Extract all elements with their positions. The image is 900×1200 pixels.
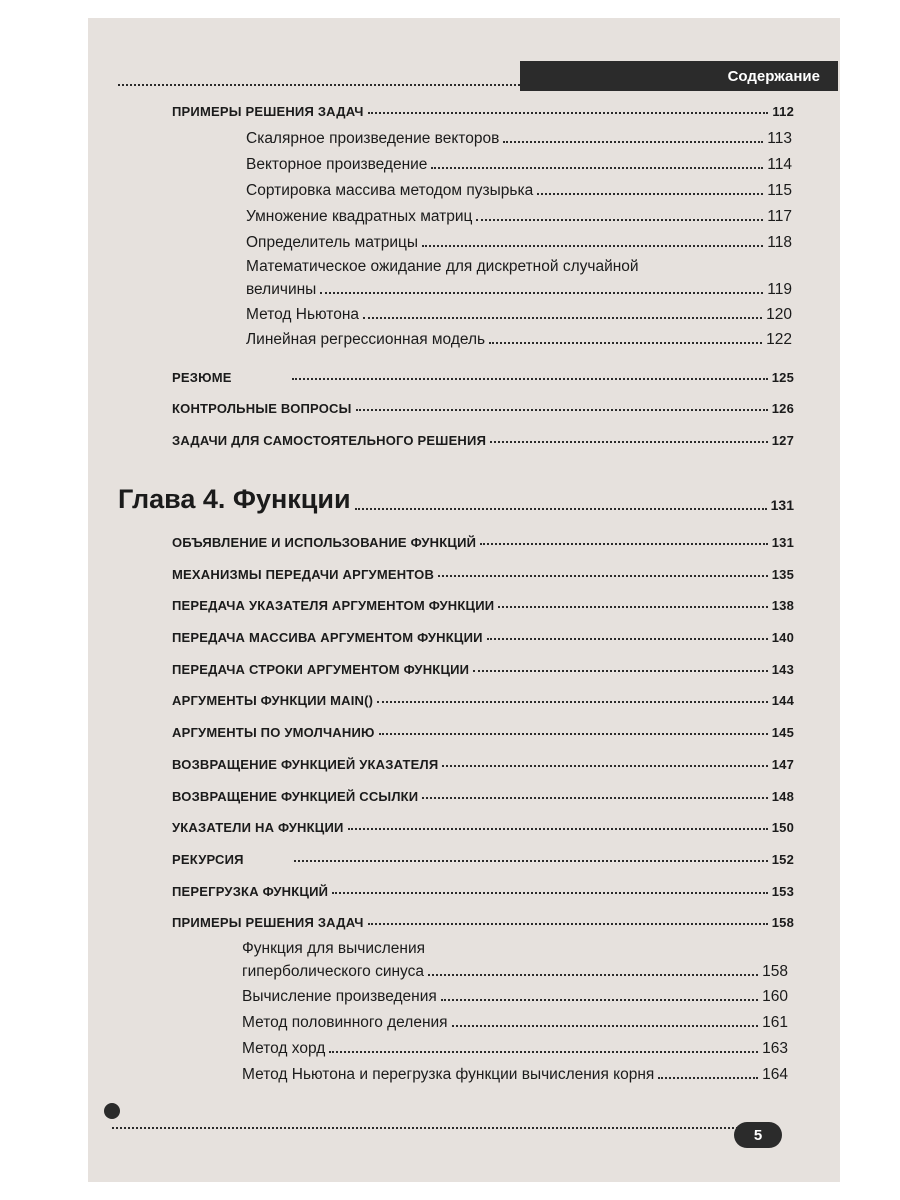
header-dotted-rule [118, 84, 520, 86]
toc-chapter-4: Глава 4. Функции 131 [118, 484, 794, 514]
toc-entry-examples-1: ПРИМЕРЫ РЕШЕНИЯ ЗАДАЧ 112 [172, 104, 794, 119]
footer-dotted-rule [112, 1127, 738, 1129]
toc-entry: ВОЗВРАЩЕНИЕ ФУНКЦИЕЙ ССЫЛКИ 148 [172, 789, 794, 804]
toc-subentry-expectation-line1: Математическое ожидание для дискретной случайной [246, 258, 639, 275]
running-header-title: Содержание [727, 67, 820, 85]
footer-bullet-icon [104, 1103, 120, 1119]
toc-subentry: Линейная регрессионная модель 122 [246, 331, 792, 348]
toc-subentry-expectation: величины 119 [246, 281, 792, 298]
toc-entry-examples-2: ПРИМЕРЫ РЕШЕНИЯ ЗАДАЧ 158 [172, 915, 794, 930]
toc-entry: АРГУМЕНТЫ ФУНКЦИИ MAIN() 144 [172, 693, 794, 708]
toc-entry: ПЕРЕГРУЗКА ФУНКЦИЙ 153 [172, 884, 794, 899]
toc-entry: ПЕРЕДАЧА УКАЗАТЕЛЯ АРГУМЕНТОМ ФУНКЦИИ 138 [172, 598, 794, 613]
toc-subentry: Определитель матрицы 118 [246, 234, 792, 251]
toc-subentry-hyper-line1: Функция для вычисления [242, 940, 426, 957]
toc-subentry: Векторное произведение 114 [246, 156, 792, 173]
toc-subentry: Вычисление произведения 160 [242, 988, 788, 1005]
running-header [520, 61, 838, 91]
toc-subentry: Метод хорд 163 [242, 1040, 788, 1057]
toc-entry-exercises: ЗАДАЧИ ДЛЯ САМОСТОЯТЕЛЬНОГО РЕШЕНИЯ 127 [172, 433, 794, 448]
toc-subentry: Умножение квадратных матриц 117 [246, 208, 792, 225]
page-number: 5 [753, 1126, 763, 1144]
toc-entry: МЕХАНИЗМЫ ПЕРЕДАЧИ АРГУМЕНТОВ 135 [172, 567, 794, 582]
toc-entry: РЕКУРСИЯ 152 [172, 852, 794, 867]
toc-entry: ВОЗВРАЩЕНИЕ ФУНКЦИЕЙ УКАЗАТЕЛЯ 147 [172, 757, 794, 772]
toc-entry: ОБЪЯВЛЕНИЕ И ИСПОЛЬЗОВАНИЕ ФУНКЦИЙ 131 [172, 535, 794, 550]
toc-entry: ПЕРЕДАЧА МАССИВА АРГУМЕНТОМ ФУНКЦИИ 140 [172, 630, 794, 645]
page-number-badge [734, 1122, 782, 1148]
toc-subentry: Скалярное произведение векторов 113 [246, 130, 792, 147]
toc-subentry: Метод Ньютона и перегрузка функции вычисления корня 164 [242, 1066, 788, 1083]
toc-entry: АРГУМЕНТЫ ПО УМОЛЧАНИЮ 145 [172, 725, 794, 740]
toc-subentry: Метод половинного деления 161 [242, 1014, 788, 1031]
toc-entry: УКАЗАТЕЛИ НА ФУНКЦИИ 150 [172, 820, 794, 835]
toc-subentry: Метод Ньютона 120 [246, 306, 792, 323]
toc-subentry-hyper: гиперболического синуса 158 [242, 963, 788, 980]
toc-subentry: Сортировка массива методом пузырька 115 [246, 182, 792, 199]
toc-entry: ПЕРЕДАЧА СТРОКИ АРГУМЕНТОМ ФУНКЦИИ 143 [172, 662, 794, 677]
toc-entry-summary: РЕЗЮМЕ 125 [172, 370, 794, 385]
toc-entry-questions: КОНТРОЛЬНЫЕ ВОПРОСЫ 126 [172, 401, 794, 416]
